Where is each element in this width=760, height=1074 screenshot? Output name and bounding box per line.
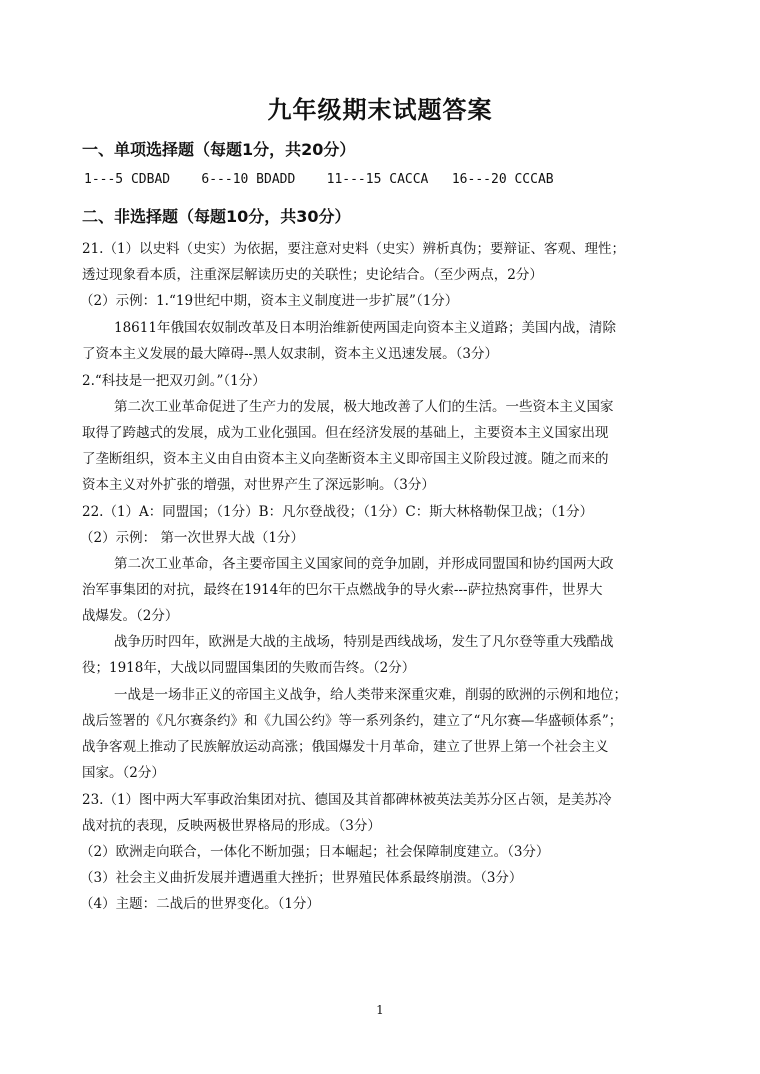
answer-line: 一战是一场非正义的帝国主义战争，给人类带来深重灾难，削弱的欧洲的示例和地位；: [114, 687, 627, 703]
answer-line: 了资本主义发展的最大障碍--黑人奴隶制，资本主义迅速发展。（3分）: [82, 346, 498, 362]
answer-line: 治军事集团的对抗，最终在1914年的巴尔干点燃战争的导火索---萨拉热窝事件，世界大: [82, 582, 603, 598]
answer-line: （2）示例： 第一次世界大战（1分）: [80, 530, 304, 546]
choice-answers: 1---5 CDBAD 6---10 BDADD 11---15 CACCA 16---20 CCCAB: [84, 172, 554, 187]
answer-line: 战争客观上推动了民族解放运动高涨；俄国爆发十月革命，建立了世界上第一个社会主义: [82, 739, 609, 755]
answer-line: 第二次工业革命促进了生产力的发展，极大地改善了人们的生活。一些资本主义国家: [114, 399, 614, 415]
answer-line: 战后签署的《凡尔赛条约》和《九国公约》等一系列条约，建立了“凡尔赛—华盛顿体系”；: [82, 713, 623, 729]
answer-line: 取得了跨越式的发展，成为工业化强国。但在经济发展的基础上，主要资本主义国家出现: [82, 425, 609, 441]
answer-line: 21.（1）以史料（史实）为依据，要注意对史料（史实）辨析真伪；要辩证、客观、理性；: [82, 241, 626, 257]
page-title: 九年级期末试题答案: [267, 96, 493, 124]
answer-line: 战对抗的表现，反映两极世界格局的形成。（3分）: [82, 818, 381, 834]
answer-line: 战爆发。（2分）: [82, 608, 179, 624]
answer-line: 透过现象看本质，注重深层解读历史的关联性；史论结合。（至少两点，2分）: [82, 267, 543, 283]
answer-line: （3）社会主义曲折发展并遭遇重大挫折；世界殖民体系最终崩溃。（3分）: [80, 870, 523, 886]
answer-line: （4）主题：二战后的世界变化。（1分）: [80, 896, 320, 912]
answer-line: 了垄断组织，资本主义由自由资本主义向垄断资本主义即帝国主义阶段过渡。随之而来的: [82, 451, 609, 467]
answer-line: （2）示例：1.“19世纪中期，资本主义制度进一步扩展”（1分）: [80, 293, 459, 309]
answer-line: 23.（1）图中两大军事政治集团对抗、德国及其首都碑林被英法美苏分区占领，是美苏冷: [82, 792, 612, 808]
answer-line: 2.“科技是一把双刃剑。”（1分）: [82, 373, 266, 389]
answer-line: （2）欧洲走向联合，一体化不断加强；日本崛起；社会保障制度建立。（3分）: [80, 844, 550, 860]
section-1-heading: 一、单项选择题（每题1分，共20分）: [82, 140, 356, 159]
page-number: 1: [376, 1003, 384, 1017]
answer-line: 资本主义对外扩张的增强，对世界产生了深远影响。（3分）: [82, 477, 435, 493]
answer-line: 战争历时四年，欧洲是大战的主战场，特别是西线战场，发生了凡尔登等重大残酷战: [114, 634, 614, 650]
answer-line: 18611年俄国农奴制改革及日本明治维新使两国走向资本主义道路；美国内战，清除: [114, 320, 616, 336]
answer-line: 22.（1）A：同盟国；（1分）B：凡尔登战役；（1分）C：斯大林格勒保卫战；（1分）: [82, 504, 594, 520]
section-2-heading: 二、非选择题（每题10分，共30分）: [82, 207, 351, 226]
answer-line: 役；1918年，大战以同盟国集团的失败而告终。（2分）: [82, 660, 416, 676]
answer-line: 国家。（2分）: [82, 765, 165, 781]
answer-line: 第二次工业革命，各主要帝国主义国家间的竞争加剧，并形成同盟国和协约国两大政: [114, 556, 614, 572]
